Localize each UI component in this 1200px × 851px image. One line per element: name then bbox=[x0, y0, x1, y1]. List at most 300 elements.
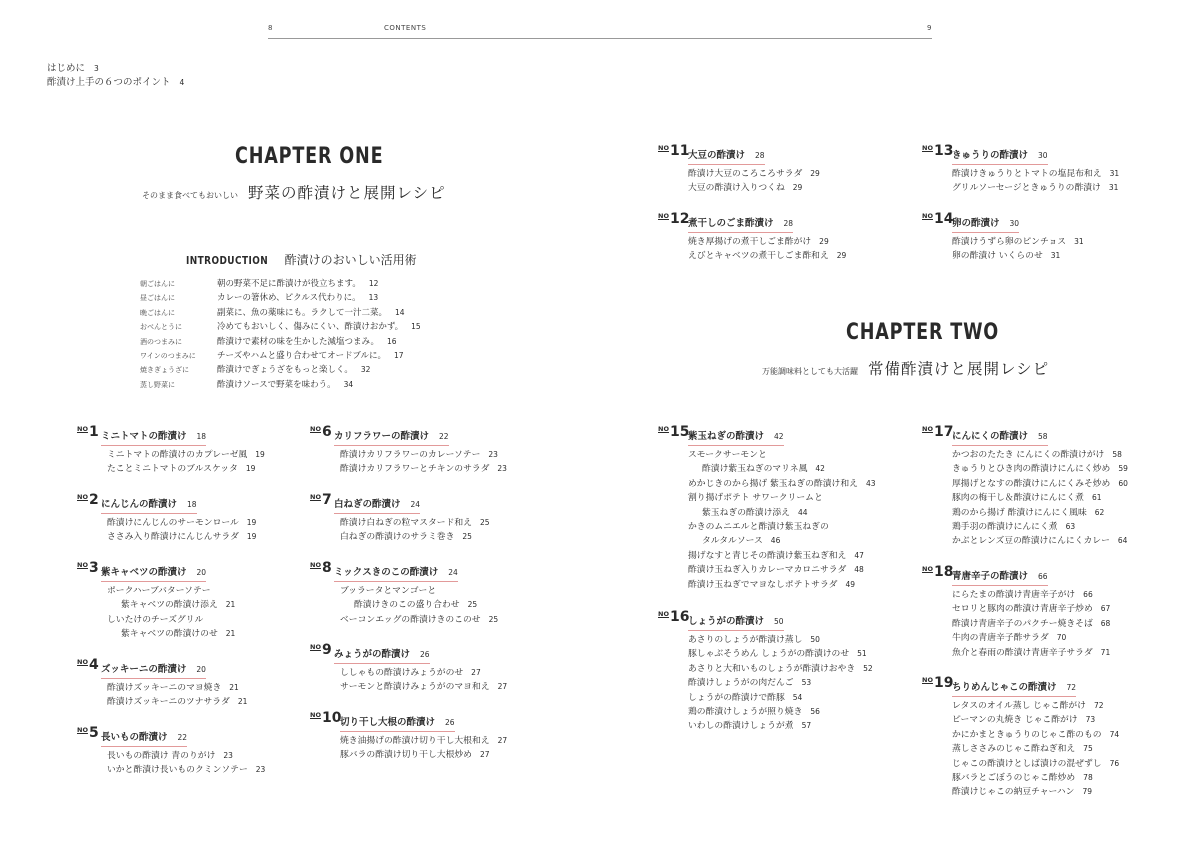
recipe-page: 52 bbox=[863, 663, 873, 673]
recipe-page: 27 bbox=[471, 668, 481, 677]
section-number: 6 bbox=[322, 424, 332, 440]
intro-item-page: 3 bbox=[94, 64, 99, 73]
recipe-item: ささみ入り酢漬けにんじんサラダ 19 bbox=[107, 532, 257, 543]
meal-label: 朝ごはんに bbox=[140, 280, 175, 288]
recipe-list bbox=[952, 699, 1119, 800]
recipe-item: 焼き油揚げの酢漬け切り干し大根和え 27 bbox=[340, 736, 508, 746]
recipe-item: ミニトマトの酢漬けのカプレーゼ風 19 bbox=[107, 450, 265, 460]
section-title: 大豆の酢漬け 28 bbox=[688, 147, 765, 165]
section-17 bbox=[922, 424, 1128, 549]
recipe-item: 豚しゃぶそうめん しょうがの酢漬けのせ 51 bbox=[688, 649, 867, 660]
section-title: にんじんの酢漬け 18 bbox=[101, 496, 197, 514]
chapter-one-subtitle-small: そのまま食べてもおいしい bbox=[142, 191, 238, 200]
no-label: NO bbox=[77, 658, 88, 666]
recipe-item: 酢漬けきゅうりとトマトの塩昆布和え 31 bbox=[952, 169, 1120, 179]
recipe-page: 19 bbox=[245, 464, 256, 474]
section-header bbox=[310, 710, 507, 728]
recipe-list bbox=[340, 448, 507, 477]
recipe-list bbox=[107, 584, 235, 642]
meal-label: 酒のつまみに bbox=[140, 337, 182, 346]
introduction-label: INTRODUCTION bbox=[186, 255, 269, 267]
section-page: 28 bbox=[783, 219, 794, 228]
recipe-page: 44 bbox=[797, 507, 808, 517]
header-rule bbox=[268, 38, 932, 39]
recipe-item: かぶとレンズ豆の酢漬けにんにくカレー 64 bbox=[952, 536, 1128, 547]
page-number-right: 9 bbox=[927, 24, 932, 32]
section-8 bbox=[310, 560, 498, 627]
page-number-left: 8 bbox=[268, 24, 273, 32]
section-header bbox=[922, 564, 1110, 582]
recipe-item: 鶏手羽の酢漬けにんにく煮 63 bbox=[952, 522, 1076, 533]
meal-text: 冷めてもおいしく、傷みにくい、酢漬けおかず。 15 bbox=[217, 322, 421, 333]
meal-label: 昼ごはんに bbox=[140, 294, 175, 303]
section-header bbox=[77, 725, 265, 743]
section-1 bbox=[77, 424, 265, 477]
recipe-item: たことミニトマトのブルスケッタ 19 bbox=[107, 464, 256, 475]
recipe-item: 焼き厚揚げの煮干しごま酢がけ 29 bbox=[688, 237, 829, 247]
section-number: 15 bbox=[670, 424, 690, 440]
section-number: 14 bbox=[934, 211, 954, 227]
recipe-item: 酢漬け白ねぎの粒マスタード和え 25 bbox=[340, 518, 490, 528]
section-5 bbox=[77, 725, 265, 778]
recipe-page: 73 bbox=[1085, 715, 1096, 725]
section-number: 9 bbox=[322, 642, 332, 658]
recipe-item: かつおのたたき にんにくの酢漬けがけ 58 bbox=[952, 450, 1122, 460]
recipe-page: 27 bbox=[497, 736, 508, 745]
recipe-page: 27 bbox=[497, 682, 508, 692]
recipe-page: 23 bbox=[497, 464, 507, 474]
meal-row bbox=[140, 277, 470, 291]
recipe-page: 49 bbox=[845, 579, 856, 589]
chapter-two-subtitle bbox=[762, 357, 1049, 379]
section-page: 72 bbox=[1066, 683, 1077, 692]
recipe-page: 72 bbox=[1093, 701, 1104, 710]
section-header bbox=[310, 424, 507, 442]
meal-row bbox=[140, 363, 470, 377]
recipe-page: 31 bbox=[1109, 169, 1120, 178]
section-title: 長いもの酢漬け 22 bbox=[101, 729, 187, 747]
recipe-page: 58 bbox=[1112, 450, 1122, 459]
section-header bbox=[77, 657, 247, 675]
section-11 bbox=[658, 143, 820, 196]
section-page: 26 bbox=[445, 718, 455, 727]
section-number: 5 bbox=[89, 725, 99, 741]
recipe-item: セロリと豚肉の酢漬け青唐辛子炒め 67 bbox=[952, 604, 1111, 615]
intro-item bbox=[47, 62, 184, 76]
section-number: 1 bbox=[89, 424, 99, 440]
recipe-item: 酢漬け青唐辛子のパクチー焼きそば 68 bbox=[952, 618, 1111, 629]
meal-page: 34 bbox=[343, 379, 354, 389]
recipe-page: 25 bbox=[479, 518, 490, 527]
recipe-item: じゃこの酢漬けとしば漬けの混ぜずし 76 bbox=[952, 758, 1120, 769]
recipe-item: かきのムニエルと酢漬け紫玉ねぎの bbox=[688, 522, 829, 533]
recipe-page: 29 bbox=[836, 251, 847, 261]
section-header bbox=[658, 211, 846, 229]
chapter-one-subtitle bbox=[142, 181, 446, 203]
recipe-item: スモークサーモンと bbox=[688, 450, 767, 460]
section-number: 3 bbox=[89, 560, 99, 576]
recipe-list bbox=[952, 167, 1119, 196]
section-page: 28 bbox=[755, 151, 765, 160]
recipe-page: 57 bbox=[801, 721, 812, 731]
meal-list bbox=[140, 277, 470, 392]
recipe-item: きゅうりとひき肉の酢漬けにんにく炒め 59 bbox=[952, 464, 1128, 475]
recipe-list bbox=[688, 167, 820, 196]
no-label: NO bbox=[658, 144, 669, 152]
section-title: 青唐辛子の酢漬け 66 bbox=[952, 568, 1048, 586]
section-title: カリフラワーの酢漬け 22 bbox=[334, 428, 449, 446]
recipe-page: 64 bbox=[1117, 536, 1128, 546]
recipe-item: 長いもの酢漬け 青のりがけ 23 bbox=[107, 751, 233, 761]
recipe-item: 卵の酢漬け いくらのせ 31 bbox=[952, 251, 1061, 262]
contents-title: CONTENTS bbox=[384, 24, 427, 32]
meal-row bbox=[140, 378, 470, 392]
recipe-item: かにかまときゅうりのじゃこ酢のもの 74 bbox=[952, 729, 1120, 740]
recipe-item: 酢漬け大豆のころころサラダ 29 bbox=[688, 169, 820, 179]
section-number: 16 bbox=[670, 609, 690, 625]
recipe-page: 67 bbox=[1100, 604, 1111, 614]
recipe-page: 78 bbox=[1083, 773, 1093, 783]
meal-text: 酢漬けで素材の味を生かした減塩つまみ。 16 bbox=[217, 336, 397, 347]
recipe-page: 23 bbox=[223, 751, 233, 760]
meal-page: 17 bbox=[393, 350, 404, 360]
section-header bbox=[922, 143, 1119, 161]
section-title: ミックスきのこの酢漬け 24 bbox=[334, 564, 458, 582]
recipe-item: 酢漬けきのこの盛り合わせ 25 bbox=[354, 600, 478, 611]
no-label: NO bbox=[77, 493, 88, 501]
recipe-item: 酢漬けカリフラワーとチキンのサラダ 23 bbox=[340, 464, 507, 475]
section-title: ズッキーニの酢漬け 20 bbox=[101, 661, 206, 679]
no-label: NO bbox=[922, 565, 933, 573]
intro-item-text: 酢漬け上手の６つのポイント bbox=[47, 77, 171, 88]
recipe-page: 25 bbox=[462, 532, 472, 542]
section-13 bbox=[922, 143, 1119, 196]
section-number: 18 bbox=[934, 564, 954, 580]
recipe-item: 酢漬けしょうがの肉だんご 53 bbox=[688, 678, 812, 689]
section-9 bbox=[310, 642, 507, 695]
no-label: NO bbox=[77, 425, 88, 433]
recipe-page: 47 bbox=[854, 550, 864, 560]
recipe-item: 紫キャベツの酢漬け添え 21 bbox=[121, 600, 236, 611]
intro-item bbox=[47, 76, 184, 90]
no-label: NO bbox=[658, 425, 669, 433]
recipe-page: 62 bbox=[1094, 507, 1105, 517]
recipe-item: 鶏の酢漬けしょうが照り焼き 56 bbox=[688, 707, 820, 718]
intro-item-text: はじめに bbox=[47, 63, 86, 74]
recipe-list bbox=[952, 588, 1110, 660]
section-page: 22 bbox=[177, 733, 188, 742]
section-title: にんにくの酢漬け 58 bbox=[952, 428, 1048, 446]
recipe-page: 75 bbox=[1083, 744, 1093, 754]
recipe-item: にらたまの酢漬け青唐辛子がけ 66 bbox=[952, 590, 1093, 600]
intro-list bbox=[47, 62, 184, 90]
recipe-page: 63 bbox=[1065, 522, 1076, 532]
recipe-page: 21 bbox=[237, 697, 248, 707]
section-header bbox=[310, 492, 490, 510]
meal-row bbox=[140, 306, 470, 320]
recipe-item: 揚げなすと青じその酢漬け紫玉ねぎ和え 47 bbox=[688, 550, 864, 561]
recipe-page: 42 bbox=[815, 464, 825, 474]
recipe-page: 31 bbox=[1050, 251, 1061, 261]
recipe-page: 76 bbox=[1109, 758, 1120, 768]
recipe-item: あさりと大和いものしょうが酢漬けおやき 52 bbox=[688, 663, 873, 674]
section-page: 18 bbox=[196, 432, 207, 441]
recipe-item: 豚バラとごぼうのじゃこ酢炒め 78 bbox=[952, 773, 1093, 784]
section-page: 50 bbox=[774, 617, 784, 626]
recipe-page: 29 bbox=[819, 237, 829, 246]
no-label: NO bbox=[922, 425, 933, 433]
section-6 bbox=[310, 424, 507, 477]
section-title: みょうがの酢漬け 26 bbox=[334, 646, 430, 664]
meal-label: おべんとうに bbox=[140, 323, 182, 332]
section-number: 17 bbox=[934, 424, 954, 440]
meal-page: 12 bbox=[368, 279, 379, 288]
recipe-page: 79 bbox=[1082, 787, 1092, 797]
recipe-item: 厚揚げとなすの酢漬けにんにくみそ炒め 60 bbox=[952, 478, 1128, 489]
meal-page: 15 bbox=[411, 322, 421, 332]
section-title: 卵の酢漬け 30 bbox=[952, 215, 1019, 233]
meal-text: 朝の野菜不足に酢漬けが役立ちます。 12 bbox=[217, 279, 379, 289]
recipe-item: ししゃもの酢漬けみょうがのせ 27 bbox=[340, 668, 481, 678]
section-number: 10 bbox=[322, 710, 342, 726]
recipe-list bbox=[107, 516, 256, 545]
recipe-page: 31 bbox=[1074, 237, 1084, 246]
recipe-list bbox=[107, 681, 247, 710]
recipe-item: 魚介と春雨の酢漬け青唐辛子サラダ 71 bbox=[952, 647, 1111, 658]
recipe-page: 71 bbox=[1100, 647, 1111, 657]
section-page: 66 bbox=[1038, 572, 1048, 581]
recipe-list bbox=[952, 448, 1128, 549]
section-number: 11 bbox=[670, 143, 690, 159]
section-16 bbox=[658, 609, 873, 734]
recipe-page: 66 bbox=[1083, 590, 1093, 599]
recipe-page: 48 bbox=[854, 565, 864, 575]
section-title: 紫キャベツの酢漬け 20 bbox=[101, 564, 206, 582]
recipe-page: 29 bbox=[810, 169, 820, 178]
recipe-page: 60 bbox=[1118, 478, 1128, 488]
recipe-item: 酢漬けにんじんのサーモンロール 19 bbox=[107, 518, 257, 528]
no-label: NO bbox=[922, 144, 933, 152]
meal-label: 蒸し野菜に bbox=[140, 380, 175, 389]
recipe-item: ポークハーブバターソテー bbox=[107, 586, 211, 596]
chapter-one-subtitle-large: 野菜の酢漬けと展開レシピ bbox=[248, 184, 446, 202]
section-number: 8 bbox=[322, 560, 332, 576]
section-title: ちりめんじゃこの酢漬け 72 bbox=[952, 679, 1076, 697]
recipe-item: ブッラータとマンゴーと bbox=[340, 586, 437, 596]
section-page: 30 bbox=[1038, 151, 1048, 160]
recipe-item: タルタルソース 46 bbox=[702, 536, 781, 547]
no-label: NO bbox=[658, 212, 669, 220]
section-header bbox=[310, 642, 507, 660]
section-header bbox=[77, 560, 235, 578]
recipe-page: 61 bbox=[1091, 493, 1102, 503]
meal-label: 焼きぎょうざに bbox=[140, 366, 189, 375]
section-18 bbox=[922, 564, 1110, 660]
section-page: 30 bbox=[1009, 219, 1020, 228]
recipe-list bbox=[688, 633, 873, 734]
recipe-item: 豚バラの酢漬け切り干し大根炒め 27 bbox=[340, 750, 490, 761]
recipe-list bbox=[952, 235, 1084, 264]
recipe-page: 21 bbox=[225, 629, 236, 639]
recipe-item: グリルソーセージときゅうりの酢漬け 31 bbox=[952, 183, 1119, 194]
section-19 bbox=[922, 675, 1119, 800]
section-14 bbox=[922, 211, 1084, 264]
section-header bbox=[922, 211, 1084, 229]
section-number: 19 bbox=[934, 675, 954, 691]
recipe-item: 酢漬けズッキーニのツナサラダ 21 bbox=[107, 697, 248, 708]
introduction-text: 酢漬けのおいしい活用術 bbox=[284, 253, 417, 267]
recipe-item: レタスのオイル蒸し じゃこ酢がけ 72 bbox=[952, 701, 1104, 711]
recipe-page: 23 bbox=[488, 450, 498, 459]
recipe-page: 19 bbox=[246, 518, 257, 527]
recipe-page: 68 bbox=[1100, 618, 1111, 628]
recipe-list bbox=[688, 235, 846, 264]
section-number: 7 bbox=[322, 492, 332, 508]
meal-text: 酢漬けソースで野菜を味わう。 34 bbox=[217, 379, 354, 390]
section-header bbox=[658, 143, 820, 161]
recipe-list bbox=[340, 734, 507, 763]
recipe-page: 51 bbox=[857, 649, 867, 659]
chapter-one-title: CHAPTER ONE bbox=[235, 144, 384, 169]
recipe-item: しょうがの酢漬けで酢豚 54 bbox=[688, 692, 803, 703]
recipe-item: 蒸しささみのじゃこ酢ねぎ和え 75 bbox=[952, 744, 1093, 755]
recipe-list bbox=[107, 448, 265, 477]
recipe-item: 鶏のから揚げ 酢漬けにんにく風味 62 bbox=[952, 507, 1105, 518]
meal-text: カレーの箸休め、ピクルス代わりに。 13 bbox=[217, 293, 379, 304]
section-15 bbox=[658, 424, 876, 592]
recipe-list bbox=[340, 584, 498, 627]
recipe-page: 74 bbox=[1109, 729, 1120, 739]
section-page: 18 bbox=[187, 500, 197, 509]
no-label: NO bbox=[77, 726, 88, 734]
meal-page: 32 bbox=[360, 365, 371, 375]
chapter-two-subtitle-small: 万能調味料としても大活躍 bbox=[762, 367, 858, 376]
recipe-item: 酢漬けズッキーニのマヨ焼き 21 bbox=[107, 683, 239, 693]
recipe-item: いわしの酢漬けしょうが煮 57 bbox=[688, 721, 812, 732]
section-header bbox=[77, 424, 265, 442]
section-title: 白ねぎの酢漬け 24 bbox=[334, 496, 420, 514]
section-title: しょうがの酢漬け 50 bbox=[688, 613, 784, 631]
recipe-page: 25 bbox=[488, 614, 499, 624]
recipe-page: 29 bbox=[792, 183, 803, 193]
section-header bbox=[922, 675, 1119, 693]
section-title: ミニトマトの酢漬け 18 bbox=[101, 428, 206, 446]
section-header bbox=[922, 424, 1128, 442]
recipe-item: サーモンと酢漬けみょうがのマヨ和え 27 bbox=[340, 682, 508, 693]
recipe-page: 70 bbox=[1056, 633, 1067, 643]
section-3 bbox=[77, 560, 235, 642]
recipe-list bbox=[107, 749, 265, 778]
recipe-item: 白ねぎの酢漬けのサラミ巻き 25 bbox=[340, 532, 472, 543]
recipe-page: 23 bbox=[255, 765, 266, 775]
section-number: 13 bbox=[934, 143, 954, 159]
recipe-page: 19 bbox=[246, 532, 257, 542]
recipe-page: 31 bbox=[1108, 183, 1119, 193]
meal-row bbox=[140, 349, 470, 363]
recipe-item: 割り揚げポテト サワークリームと bbox=[688, 493, 823, 504]
recipe-page: 43 bbox=[865, 478, 876, 488]
section-page: 24 bbox=[410, 500, 421, 509]
no-label: NO bbox=[310, 711, 321, 719]
recipe-page: 50 bbox=[810, 635, 820, 644]
recipe-item: あさりのしょうが酢漬け蒸し 50 bbox=[688, 635, 820, 645]
section-page: 20 bbox=[196, 665, 206, 674]
introduction-heading bbox=[186, 249, 417, 268]
recipe-item: しいたけのチーズグリル bbox=[107, 614, 204, 625]
no-label: NO bbox=[922, 676, 933, 684]
meal-label: 晩ごはんに bbox=[140, 308, 175, 317]
recipe-page: 46 bbox=[770, 536, 781, 546]
intro-item-page: 4 bbox=[179, 78, 185, 87]
section-2 bbox=[77, 492, 256, 545]
recipe-list bbox=[340, 666, 507, 695]
recipe-page: 59 bbox=[1118, 464, 1128, 474]
recipe-page: 25 bbox=[467, 600, 478, 610]
recipe-item: ピーマンの丸焼き じゃこ酢がけ 73 bbox=[952, 715, 1096, 726]
recipe-item: 酢漬け紫玉ねぎのマリネ風 42 bbox=[702, 464, 825, 475]
section-page: 24 bbox=[448, 568, 458, 577]
meal-row bbox=[140, 335, 470, 349]
no-label: NO bbox=[658, 610, 669, 618]
recipe-item: 豚肉の梅干し＆酢漬けにんにく煮 61 bbox=[952, 493, 1102, 504]
chapter-two-title: CHAPTER TWO bbox=[846, 320, 1000, 345]
no-label: NO bbox=[922, 212, 933, 220]
meal-text: 酢漬けでぎょうざをもっと楽しく。 32 bbox=[217, 365, 371, 376]
recipe-item: 酢漬けじゃこの納豆チャーハン 79 bbox=[952, 787, 1092, 798]
meal-row bbox=[140, 291, 470, 305]
section-4 bbox=[77, 657, 247, 710]
section-number: 2 bbox=[89, 492, 99, 508]
recipe-list bbox=[340, 516, 490, 545]
recipe-item: いかと酢漬け長いものクミンソテー 23 bbox=[107, 765, 266, 776]
section-header bbox=[658, 609, 873, 627]
chapter-two-subtitle-large: 常備酢漬けと展開レシピ bbox=[868, 360, 1050, 378]
recipe-item: 紫キャベツの酢漬けのせ 21 bbox=[121, 629, 236, 640]
section-10 bbox=[310, 710, 507, 763]
meal-text: 副菜に、魚の薬味にも。ラクして一汁二菜。 14 bbox=[217, 307, 405, 318]
section-page: 20 bbox=[196, 568, 207, 577]
section-header bbox=[77, 492, 256, 510]
recipe-item: 牛肉の青唐辛子酢サラダ 70 bbox=[952, 633, 1067, 644]
section-header bbox=[310, 560, 498, 578]
no-label: NO bbox=[310, 493, 321, 501]
meal-page: 14 bbox=[395, 307, 405, 317]
recipe-page: 21 bbox=[229, 683, 239, 692]
meal-text: チーズやハムと盛り合わせてオードブルに。 17 bbox=[217, 350, 404, 361]
no-label: NO bbox=[310, 643, 321, 651]
no-label: NO bbox=[77, 561, 88, 569]
recipe-item: 大豆の酢漬け入りつくね 29 bbox=[688, 183, 803, 194]
recipe-item: 酢漬け玉ねぎでマヨなしポテトサラダ 49 bbox=[688, 579, 856, 590]
recipe-list bbox=[688, 448, 876, 592]
recipe-page: 53 bbox=[801, 678, 812, 688]
section-title: 煮干しのごま酢漬け 28 bbox=[688, 215, 793, 233]
meal-label: ワインのつまみに bbox=[140, 351, 196, 360]
recipe-item: 酢漬け玉ねぎ入りカレーマカロニサラダ 48 bbox=[688, 565, 864, 576]
section-page: 42 bbox=[774, 432, 784, 441]
section-page: 58 bbox=[1038, 432, 1048, 441]
meal-page: 16 bbox=[387, 336, 397, 346]
section-page: 26 bbox=[420, 650, 430, 659]
recipe-item: えびとキャベツの煮干しごま酢和え 29 bbox=[688, 251, 847, 262]
recipe-item: 酢漬けカリフラワーのカレーソテー 23 bbox=[340, 450, 498, 460]
section-number: 12 bbox=[670, 211, 690, 227]
recipe-item: めかじきのから揚げ 紫玉ねぎの酢漬け和え 43 bbox=[688, 478, 876, 489]
section-12 bbox=[658, 211, 846, 264]
recipe-item: 酢漬けうずら卵のピンチョス 31 bbox=[952, 237, 1084, 247]
section-number: 4 bbox=[89, 657, 99, 673]
section-header bbox=[658, 424, 876, 442]
